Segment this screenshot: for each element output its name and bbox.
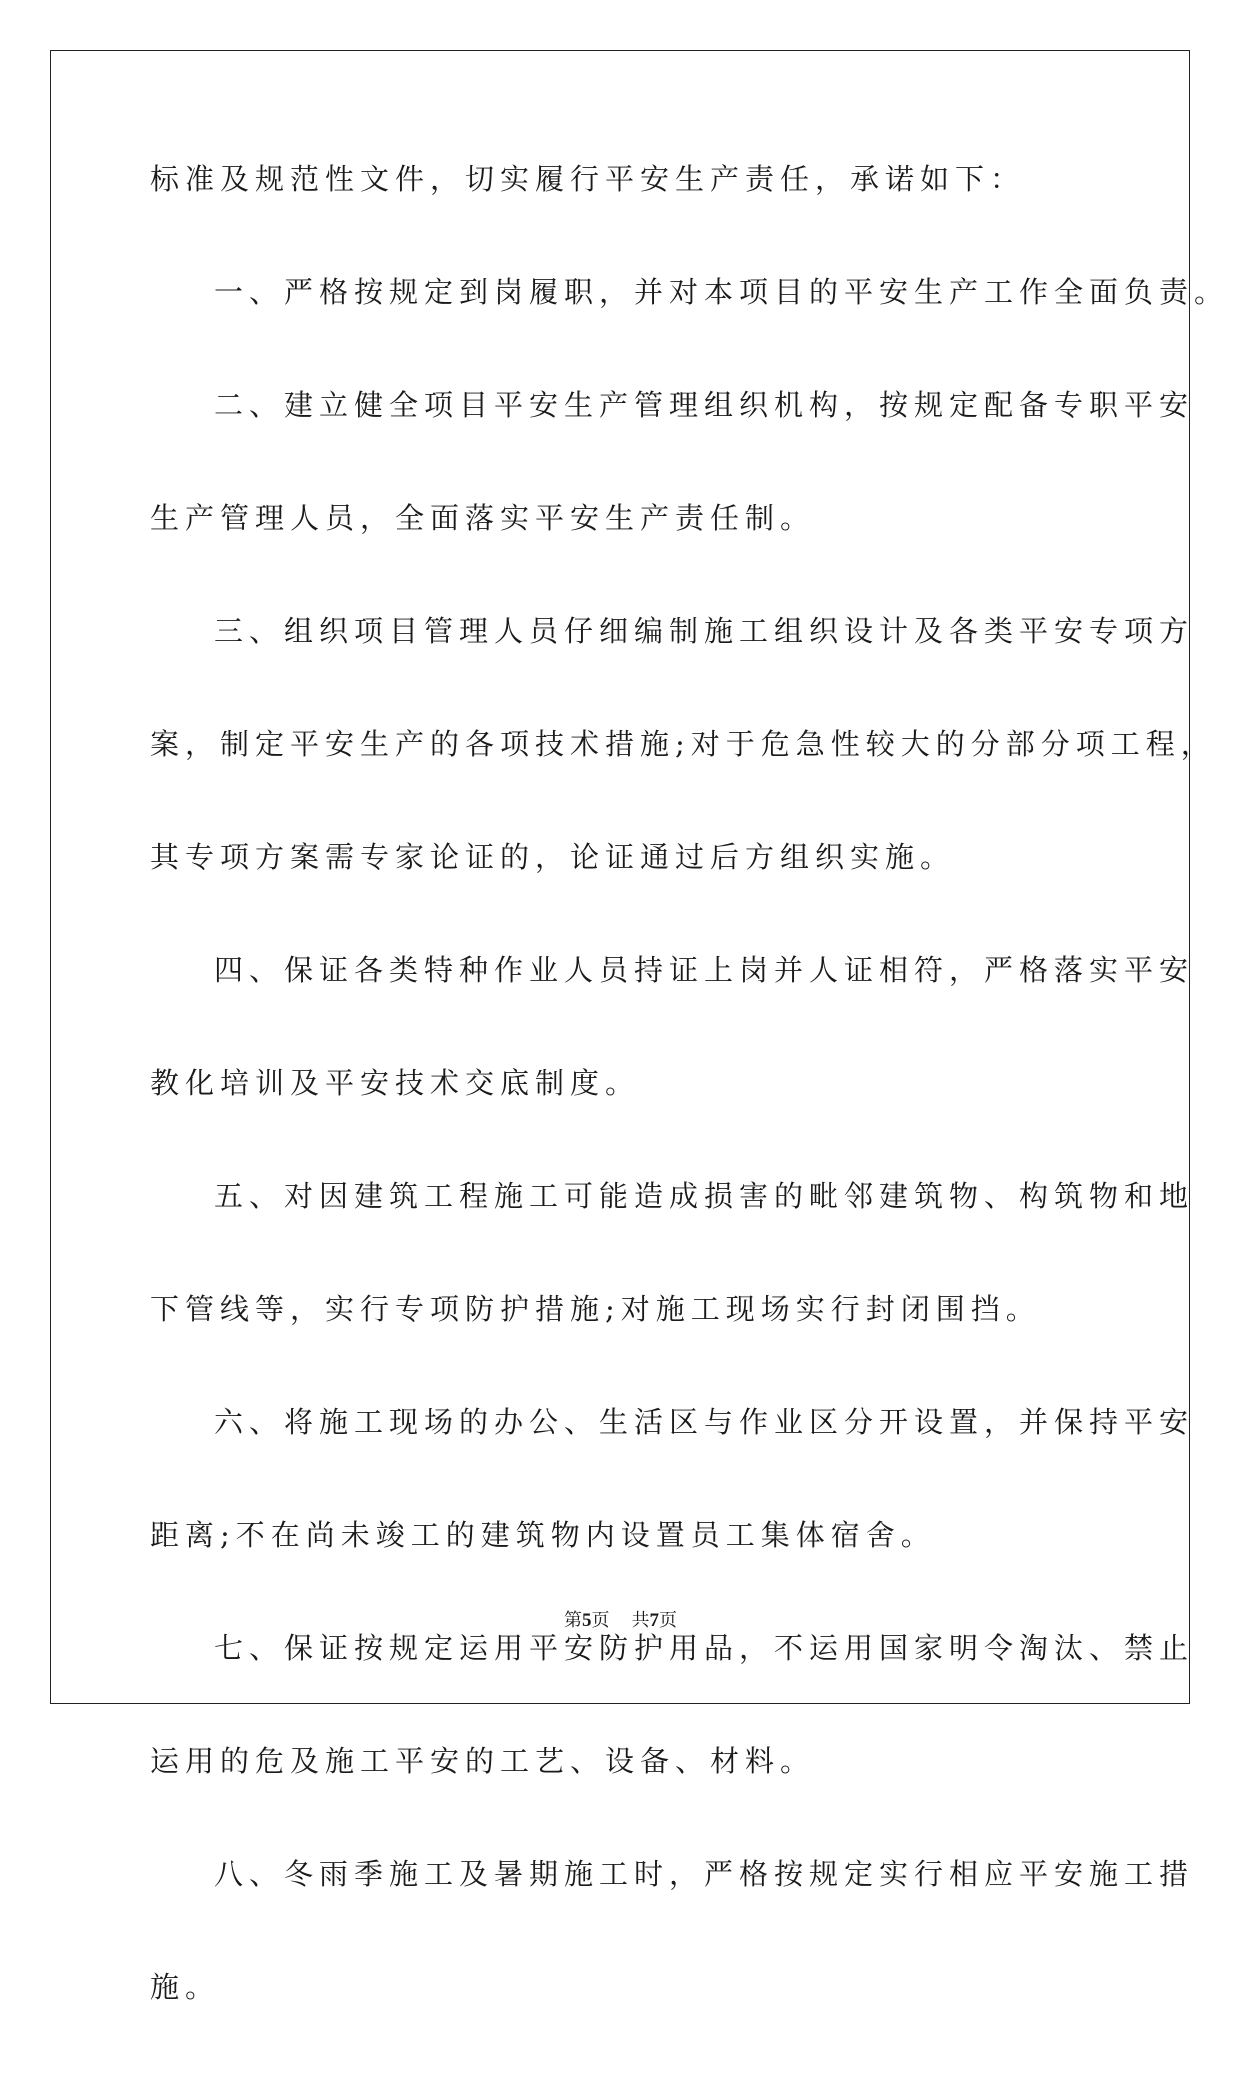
text-line: 运用的危及施工平安的工艺、设备、材料。 (150, 1744, 816, 1778)
text-line: 案，制定平安生产的各项技术措施;对于危急性较大的分部分项工程， (150, 727, 1216, 761)
page-number: 5 (582, 1610, 592, 1631)
text-line: 施。 (150, 1970, 221, 2004)
text-line: 四、保证各类特种作业人员持证上岗并人证相符，严格落实平安 (214, 953, 1195, 987)
text-line: 下管线等，实行专项防护措施;对施工现场实行封闭围挡。 (150, 1292, 1041, 1326)
document-body (150, 162, 1230, 2086)
page-prefix: 第 (564, 1610, 582, 1631)
total-prefix: 共 (631, 1610, 650, 1631)
text-line: 三、组织项目管理人员仔细编制施工组织设计及各类平安专项方 (214, 614, 1195, 648)
text-line: 二、建立健全项目平安生产管理组织机构，按规定配备专职平安 (214, 388, 1195, 422)
text-line: 七、保证按规定运用平安防护用品，不运用国家明令淘汰、禁止 (214, 1631, 1195, 1665)
text-line: 六、将施工现场的办公、生活区与作业区分开设置，并保持平安 (214, 1405, 1195, 1439)
text-line: 一、严格按规定到岗履职，并对本项目的平安生产工作全面负责。 (214, 275, 1230, 309)
page-suffix: 页 (591, 1610, 610, 1631)
text-line: 距离;不在尚未竣工的建筑物内设置员工集体宿舍。 (150, 1518, 936, 1552)
page-footer (0, 1611, 1241, 1631)
text-line: 其专项方案需专家论证的，论证通过后方组织实施。 (150, 840, 956, 874)
total-suffix: 页 (659, 1610, 677, 1631)
text-line: 标准及规范性文件，切实履行平安生产责任，承诺如下： (150, 162, 1026, 196)
text-line: 生产管理人员，全面落实平安生产责任制。 (150, 501, 816, 535)
text-line: 八、冬雨季施工及暑期施工时，严格按规定实行相应平安施工措 (214, 1857, 1195, 1891)
text-line: 教化培训及平安技术交底制度。 (150, 1066, 641, 1100)
text-line: 五、对因建筑工程施工可能造成损害的毗邻建筑物、构筑物和地 (214, 1179, 1195, 1213)
total-pages: 7 (649, 1610, 659, 1631)
